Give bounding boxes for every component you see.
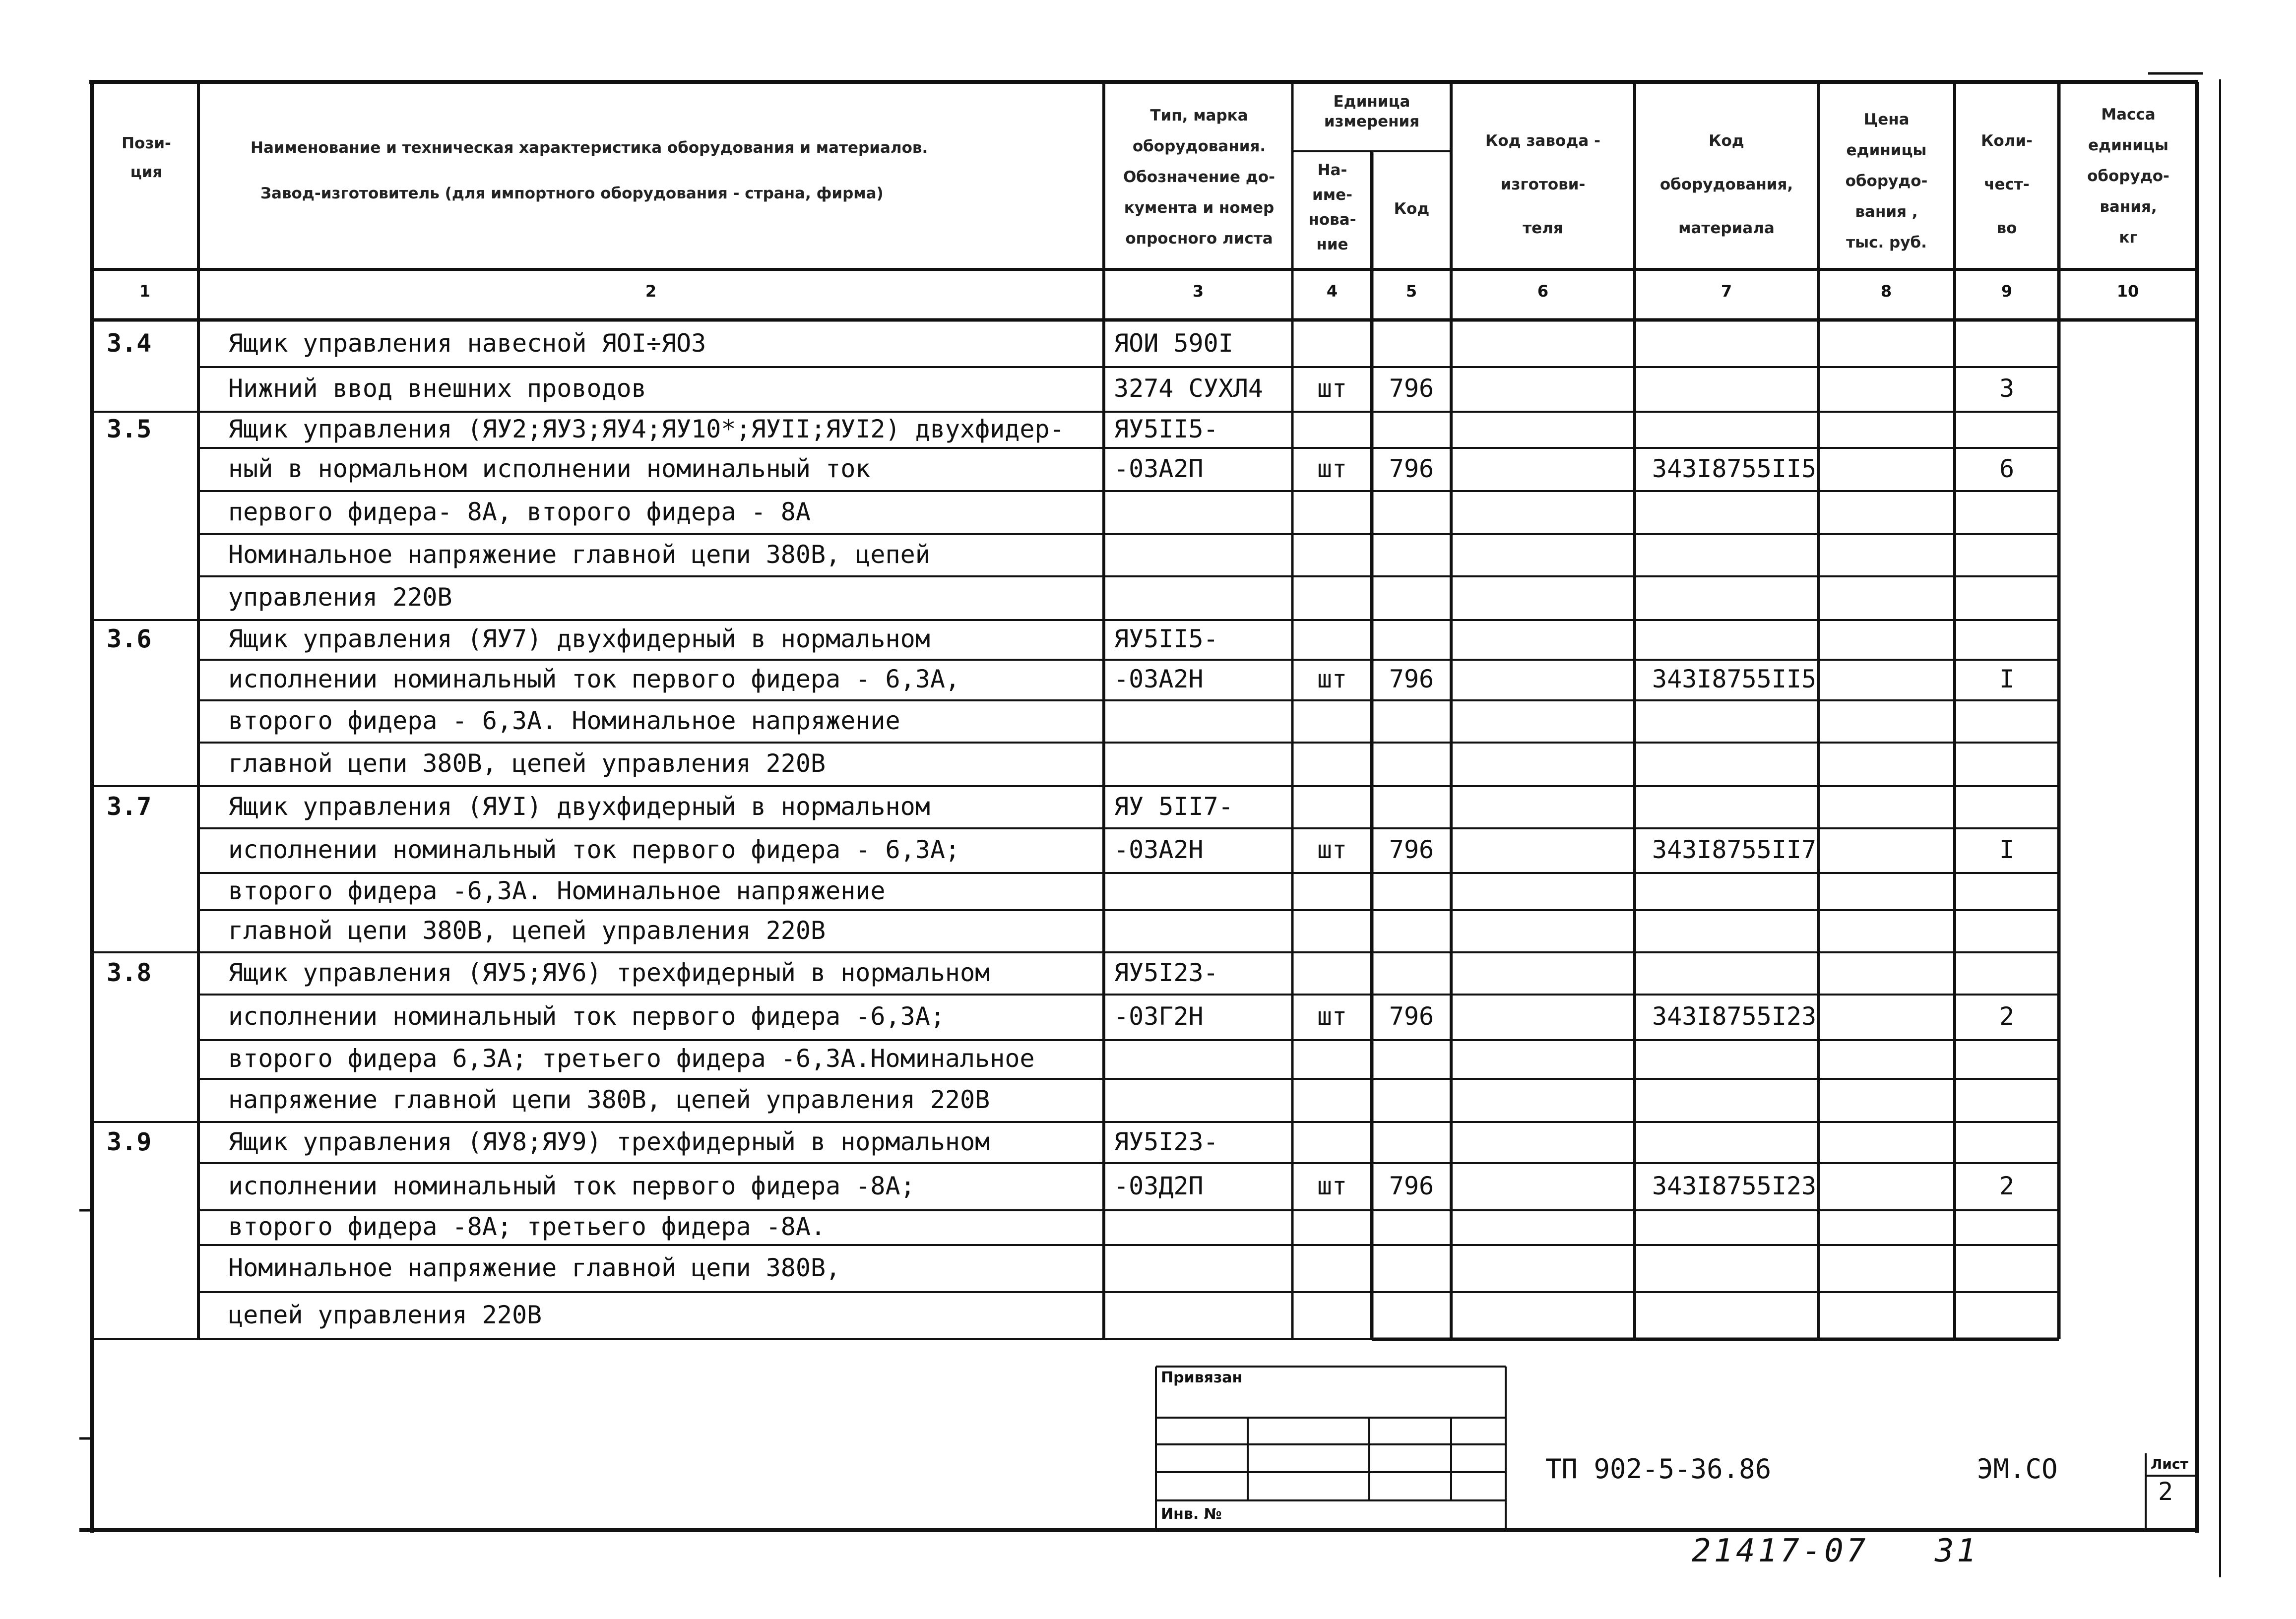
header-equipment-line: материала	[1678, 219, 1775, 237]
header-mass-line: Масса	[2101, 106, 2156, 124]
inventory-number-label: Инв. №	[1161, 1505, 1222, 1523]
document-number: ТП 902-5-36.86	[1545, 1453, 1772, 1485]
equipment-code-cell: 343I8755I23	[1652, 1171, 1817, 1200]
unit-name-cell: шт	[1317, 454, 1347, 483]
quantity-cell: 2	[1999, 1171, 2015, 1200]
unit-name-cell: шт	[1317, 835, 1347, 864]
position-cell: 3.8	[107, 958, 152, 987]
name-cell: второго фидера -8А; третьего фидера -8А.	[228, 1212, 826, 1241]
column-number: 8	[1880, 282, 1892, 301]
equipment-code-cell: 343I8755II5	[1652, 665, 1817, 693]
quantity-cell: 6	[1999, 454, 2015, 483]
type-cell: -03А2П	[1114, 454, 1204, 483]
header-unit-name-line: На-	[1317, 161, 1347, 179]
name-cell: Номинальное напряжение главной цепи 380В, цепей	[228, 540, 930, 569]
header-unit-code	[1373, 193, 1450, 224]
type-cell: ЯУ5I23-	[1114, 958, 1218, 987]
header-factory-code	[1454, 119, 1632, 250]
sheet-label: Лист	[2151, 1456, 2188, 1472]
header-type-line: опросного листа	[1125, 230, 1273, 248]
document-code: ЭМ.СО	[1977, 1453, 2058, 1485]
position-cell: 3.4	[107, 329, 152, 358]
unit-code-cell: 796	[1389, 665, 1434, 693]
header-unit-line: Единица	[1333, 93, 1410, 111]
position-cell: 3.7	[107, 792, 152, 821]
header-quantity-line: во	[1996, 219, 2017, 237]
header-position-line: Пози-	[122, 134, 171, 152]
name-cell: Нижний ввод внешних проводов	[228, 374, 646, 403]
quantity-cell: I	[1999, 835, 2015, 864]
equipment-code-cell: 343I8755I23	[1652, 1002, 1817, 1031]
header-type	[1107, 100, 1291, 254]
header-unit-line: измерения	[1324, 113, 1420, 130]
type-cell: -03А2Н	[1114, 835, 1204, 864]
type-cell: ЯУ5II5-	[1114, 624, 1218, 653]
sheet-number: 2	[2158, 1477, 2173, 1506]
header-unit-group	[1295, 92, 1449, 131]
unit-code-cell: 796	[1389, 454, 1434, 483]
type-cell: -03Д2П	[1114, 1171, 1204, 1200]
name-cell: цепей управления 220В	[228, 1300, 542, 1329]
column-number: 2	[645, 282, 657, 301]
name-cell: Номинальное напряжение главной цепи 380В,	[228, 1253, 841, 1282]
header-name-line: Завод-изготовитель (для импортного оборудования - страна, фирма)	[260, 185, 884, 202]
name-cell: напряжение главной цепи 380В, цепей управления 220В	[228, 1085, 990, 1114]
header-price	[1821, 104, 1952, 258]
header-equipment-line: Код	[1709, 132, 1744, 150]
unit-name-cell: шт	[1317, 665, 1347, 693]
privyazan-label: Привязан	[1161, 1369, 1243, 1386]
column-number: 6	[1537, 282, 1549, 301]
column-number: 4	[1326, 282, 1338, 301]
column-number: 10	[2116, 282, 2139, 301]
column-number: 7	[1721, 282, 1732, 301]
column-number: 3	[1192, 282, 1204, 301]
name-cell: исполнении номинальный ток первого фидера - 6,3А;	[228, 835, 960, 864]
unit-code-cell: 796	[1389, 1002, 1434, 1031]
header-factory-line: изготови-	[1500, 176, 1586, 193]
header-equipment-code	[1637, 119, 1816, 250]
name-cell: исполнении номинальный ток первого фидера - 6,3А,	[228, 665, 960, 693]
header-position	[99, 129, 193, 187]
name-cell: исполнении номинальный ток первого фидера -8А;	[228, 1171, 915, 1200]
type-cell: 3274 СУХЛ4	[1114, 374, 1264, 403]
type-cell: ЯУ 5II7-	[1114, 792, 1233, 821]
header-price-line: единицы	[1846, 141, 1927, 159]
header-type-line: Обозначение до-	[1123, 168, 1276, 186]
type-cell: -03Г2Н	[1114, 1002, 1204, 1031]
unit-code-cell: 796	[1389, 835, 1434, 864]
header-unit-name-line: име-	[1312, 186, 1352, 204]
position-cell: 3.5	[107, 414, 152, 443]
unit-name-cell: шт	[1317, 1002, 1347, 1031]
header-mass-line: оборудо-	[2087, 167, 2169, 185]
header-name-line: Наименование и техническая характеристика оборудования и материалов.	[251, 139, 928, 157]
unit-code-cell: 796	[1389, 1171, 1434, 1200]
name-cell: главной цепи 380В, цепей управления 220В	[228, 749, 826, 778]
quantity-cell: 2	[1999, 1002, 2015, 1031]
position-cell: 3.6	[107, 624, 152, 653]
name-cell: исполнении номинальный ток первого фидера -6,3А;	[228, 1002, 945, 1031]
quantity-cell: 3	[1999, 374, 2015, 403]
header-price-line: Цена	[1863, 111, 1910, 128]
column-number: 9	[2001, 282, 2013, 301]
name-cell: Ящик управления (ЯУI) двухфидерный в нормальном	[228, 792, 930, 821]
header-price-line: оборудо-	[1845, 172, 1928, 190]
name-cell: Ящик управления (ЯУ2;ЯУ3;ЯУ4;ЯУ10*;ЯУII;ЯУI2) двухфидер-	[228, 414, 1065, 443]
name-cell: второго фидера - 6,3А. Номинальное напряжение	[228, 706, 900, 735]
name-cell: Ящик управления навесной ЯОI÷ЯО3	[228, 329, 706, 358]
name-cell: второго фидера -6,3А. Номинальное напряжение	[228, 876, 886, 905]
name-cell: Ящик управления (ЯУ8;ЯУ9) трехфидерный в нормальном	[228, 1127, 990, 1156]
quantity-cell: I	[1999, 665, 2015, 693]
handwritten-archive-number: 21417-07 31	[1692, 1533, 1979, 1569]
header-mass	[2061, 99, 2195, 253]
header-mass-line: единицы	[2088, 136, 2168, 154]
equipment-code-cell: 343I8755II7	[1652, 835, 1817, 864]
type-cell: -03А2Н	[1114, 665, 1204, 693]
name-cell: Ящик управления (ЯУ7) двухфидерный в нормальном	[228, 624, 930, 653]
header-unit-name-line: ние	[1316, 236, 1348, 253]
name-cell: ный в нормальном исполнении номинальный ток	[228, 454, 871, 483]
type-cell: ЯОИ 590I	[1114, 329, 1233, 358]
unit-name-cell: шт	[1317, 374, 1347, 403]
header-mass-line: кг	[2119, 229, 2138, 247]
header-price-line: тыс. руб.	[1846, 234, 1927, 251]
name-cell: Ящик управления (ЯУ5;ЯУ6) трехфидерный в нормальном	[228, 958, 990, 987]
name-cell: второго фидера 6,3А; третьего фидера -6,3А.Номинальное	[228, 1044, 1035, 1073]
header-quantity	[1957, 119, 2056, 250]
header-unit-name-line: нова-	[1308, 211, 1356, 229]
header-unit-name	[1294, 158, 1371, 257]
position-cell: 3.9	[107, 1127, 152, 1156]
header-equipment-line: оборудования,	[1659, 176, 1793, 193]
name-cell: первого фидера- 8А, второго фидера - 8А	[228, 497, 811, 526]
unit-name-cell: шт	[1317, 1171, 1347, 1200]
column-number: 5	[1405, 282, 1417, 301]
unit-code-cell: 796	[1389, 374, 1434, 403]
name-cell: управления 220В	[228, 583, 452, 612]
column-number: 1	[139, 282, 151, 301]
equipment-code-cell: 343I8755II5	[1652, 454, 1817, 483]
type-cell: ЯУ5I23-	[1114, 1127, 1218, 1156]
header-type-line: Тип, марка	[1150, 107, 1248, 125]
header-position-line: ция	[130, 163, 163, 181]
header-name	[251, 125, 1094, 216]
header-mass-line: вания,	[2100, 198, 2157, 216]
header-unit-code-line: Код	[1394, 200, 1430, 218]
header-type-line: кумента и номер	[1124, 199, 1275, 217]
name-cell: главной цепи 380В, цепей управления 220В	[228, 916, 826, 945]
header-quantity-line: Коли-	[1981, 132, 2033, 150]
header-factory-line: Код завода -	[1485, 132, 1600, 150]
header-quantity-line: чест-	[1984, 176, 2030, 193]
header-factory-line: теля	[1523, 219, 1563, 237]
header-price-line: вания ,	[1855, 203, 1918, 221]
header-type-line: оборудования.	[1132, 137, 1266, 155]
type-cell: ЯУ5II5-	[1114, 414, 1218, 443]
